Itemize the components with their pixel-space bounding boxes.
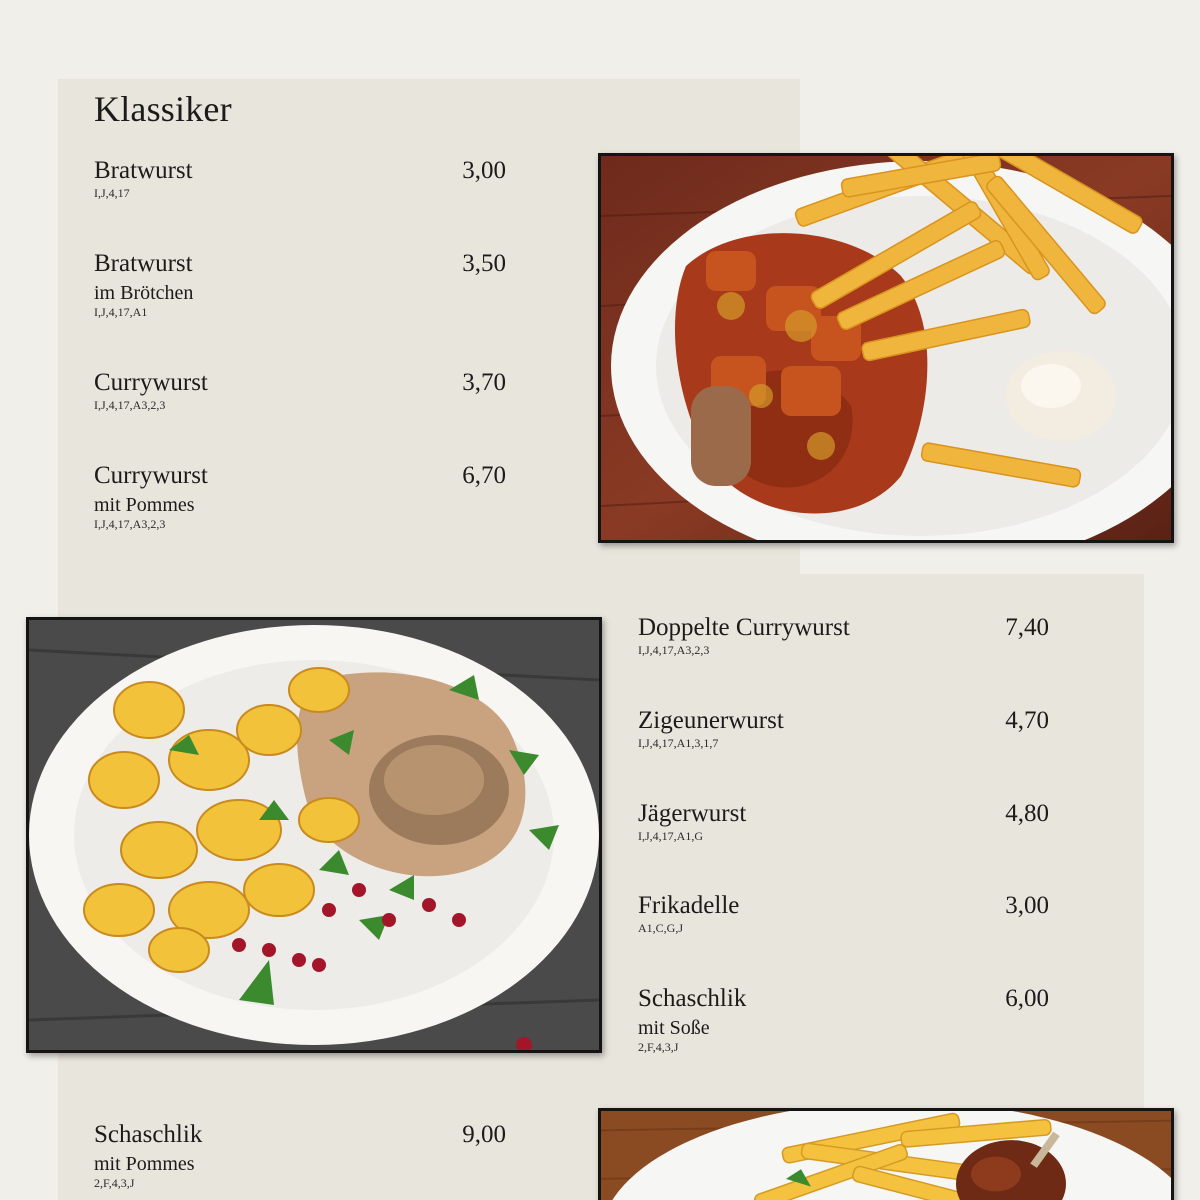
item-price: 3,00: [462, 157, 506, 184]
menu-item: [638, 799, 1049, 843]
section-title: Klassiker: [94, 89, 232, 129]
item-name: Zigeunerwurst: [638, 707, 784, 734]
menu-item: [638, 891, 1049, 935]
item-price: 3,70: [462, 369, 506, 396]
item-name: Jägerwurst: [638, 800, 747, 827]
item-price: 3,00: [1005, 892, 1049, 919]
menu-item: [94, 1120, 506, 1190]
item-description: mit Pommes: [94, 494, 195, 516]
item-price: 6,70: [462, 462, 506, 489]
menu-item: [638, 613, 1049, 657]
item-allergen-codes: A1,C,G,J: [638, 921, 684, 935]
item-name: Currywurst: [94, 369, 208, 396]
item-allergen-codes: I,J,4,17,A3,2,3: [94, 398, 166, 412]
frikadelle-with-fried-potatoes-photo: [26, 617, 602, 1053]
item-name: Schaschlik: [638, 985, 747, 1012]
item-allergen-codes: I,J,4,17,A3,2,3: [638, 643, 710, 657]
item-name: Doppelte Currywurst: [638, 614, 850, 641]
item-description: im Brötchen: [94, 282, 194, 304]
menu-item: [638, 984, 1049, 1054]
item-name: Bratwurst: [94, 250, 193, 277]
item-name: Schaschlik: [94, 1121, 203, 1148]
schaschlik-with-fries-photo: [598, 1108, 1174, 1200]
item-price: 3,50: [462, 250, 506, 277]
item-allergen-codes: 2,F,4,3,J: [94, 1176, 135, 1190]
menu-item: [94, 249, 506, 319]
currywurst-with-fries-photo: [598, 153, 1174, 543]
menu-item: [94, 461, 506, 531]
item-allergen-codes: I,J,4,17,A1: [94, 305, 148, 319]
item-description: mit Soße: [638, 1017, 710, 1039]
item-allergen-codes: I,J,4,17,A1,G: [638, 829, 703, 843]
item-allergen-codes: I,J,4,17,A3,2,3: [94, 517, 166, 531]
item-price: 7,40: [1005, 614, 1049, 641]
menu-item: [94, 156, 506, 200]
item-price: 6,00: [1005, 985, 1049, 1012]
item-price: 4,80: [1005, 800, 1049, 827]
item-allergen-codes: I,J,4,17: [94, 186, 130, 200]
item-price: 9,00: [462, 1121, 506, 1148]
item-allergen-codes: 2,F,4,3,J: [638, 1040, 679, 1054]
item-price: 4,70: [1005, 707, 1049, 734]
menu-item: [94, 368, 506, 412]
item-name: Frikadelle: [638, 892, 740, 919]
item-allergen-codes: I,J,4,17,A1,3,1,7: [638, 736, 719, 750]
item-name: Currywurst: [94, 462, 208, 489]
item-description: mit Pommes: [94, 1153, 195, 1175]
item-name: Bratwurst: [94, 157, 193, 184]
menu-item: [638, 706, 1049, 750]
